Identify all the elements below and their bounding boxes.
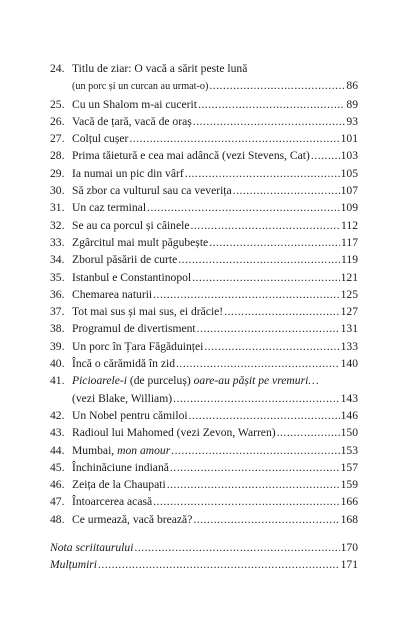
toc-entry-47[interactable] <box>50 493 358 510</box>
entry-title: Colțul cușer <box>72 132 129 146</box>
toc-entry-41[interactable] <box>50 372 358 407</box>
dot-leader <box>176 355 340 372</box>
toc-entry-32[interactable] <box>50 217 358 234</box>
entry-title-plain: (de purceluș) <box>126 374 194 388</box>
toc-entry-26[interactable] <box>50 113 358 130</box>
toc-entry-25[interactable] <box>50 96 358 113</box>
toc-entry-38[interactable] <box>50 320 358 337</box>
entry-page: 166 <box>340 495 358 509</box>
entry-number: 31. <box>50 201 65 215</box>
toc-entry-27[interactable] <box>50 130 358 147</box>
toc-entry-43[interactable] <box>50 424 358 441</box>
entry-title: Radioul lui Mahomed (vezi Zevon, Warren) <box>72 426 276 440</box>
entry-page: 157 <box>340 460 358 474</box>
entry-number: 38. <box>50 322 65 336</box>
entry-title <box>72 372 319 389</box>
entry-title-italic: Picioarele-i <box>72 374 127 388</box>
toc-entry-30[interactable] <box>50 182 358 199</box>
dot-leader <box>134 539 339 556</box>
entry-page: 146 <box>340 408 358 422</box>
entry-title: Se au ca porcul și câinele <box>72 218 190 232</box>
toc-entry-nota[interactable] <box>50 539 358 556</box>
dot-leader <box>185 165 340 182</box>
entry-number: 34. <box>50 253 65 267</box>
entry-title: Cu un Shalom m-ai cucerit <box>72 97 197 111</box>
entry-page: 168 <box>340 512 358 526</box>
entry-page: 171 <box>340 558 358 572</box>
entry-page: 153 <box>340 443 358 457</box>
dot-leader <box>167 476 340 493</box>
dot-leader <box>129 130 339 147</box>
entry-page: 93 <box>346 114 358 128</box>
toc-entry-39[interactable] <box>50 338 358 355</box>
entry-title: Zgârcitul mai mult păgubește <box>72 235 209 249</box>
dot-leader <box>170 459 340 476</box>
entry-number: 27. <box>50 132 65 146</box>
entry-title: Un Nobel pentru cămiloi <box>72 408 188 422</box>
entry-number: 37. <box>50 305 65 319</box>
entry-page: 170 <box>340 541 358 555</box>
entry-number: 48. <box>50 512 65 526</box>
dot-leader <box>192 269 339 286</box>
dot-leader <box>204 338 339 355</box>
entry-title: Zeița de la Chaupati <box>72 478 166 492</box>
entry-title: Titlu de ziar: O vacă a sărit peste lună <box>72 62 248 75</box>
entry-title: Ce urmează, vacă brează? <box>72 512 193 526</box>
entry-title: Întoarcerea acasă <box>72 495 153 509</box>
toc-entry-31[interactable] <box>50 199 358 216</box>
entry-page: 112 <box>341 218 358 232</box>
entry-page: 105 <box>340 166 358 180</box>
entry-page: 89 <box>346 97 358 111</box>
entry-number: 46. <box>50 478 65 492</box>
entry-page: 125 <box>340 287 358 301</box>
entry-title: Un caz terminal <box>72 201 147 215</box>
entry-subtitle: (un porc și un curcan au urmat-o) <box>72 81 209 93</box>
entry-title-italic-2: oare-au pășit pe vremuri… <box>193 374 319 388</box>
toc-entry-40[interactable] <box>50 355 358 372</box>
dot-leader <box>193 511 339 528</box>
entry-title: Chemarea naturii <box>72 287 153 301</box>
entry-number: 39. <box>50 339 65 353</box>
toc-entry-46[interactable] <box>50 476 358 493</box>
dot-leader <box>98 556 340 573</box>
dot-leader <box>198 96 345 113</box>
entry-page: 150 <box>340 426 358 440</box>
entry-page: 133 <box>340 339 358 353</box>
dot-leader <box>147 199 340 216</box>
entry-title-plain: Mumbai, <box>72 443 118 457</box>
table-of-contents <box>50 60 358 574</box>
toc-entry-37[interactable] <box>50 303 358 320</box>
dot-leader <box>209 77 345 94</box>
entry-number: 36. <box>50 287 65 301</box>
entry-number: 43. <box>50 426 65 440</box>
entry-subtitle: (vezi Blake, William) <box>72 391 173 405</box>
entry-number: 47. <box>50 495 65 509</box>
dot-leader <box>197 320 340 337</box>
entry-page: 143 <box>340 391 358 405</box>
entry-title: Ia numai un pic din vârf <box>72 166 184 180</box>
entry-page: 131 <box>340 322 358 336</box>
toc-entry-44[interactable] <box>50 442 358 459</box>
entry-page: 127 <box>340 305 358 319</box>
entry-title: Închinăciune indiană <box>72 460 169 474</box>
entry-title: Un porc în Țara Făgăduinței <box>72 339 204 353</box>
entry-number: 29. <box>50 166 65 180</box>
entry-number: 32. <box>50 218 65 232</box>
entry-number: 28. <box>50 149 65 163</box>
dot-leader <box>153 286 339 303</box>
entry-title: Zborul păsării de curte <box>72 253 178 267</box>
entry-number: 35. <box>50 270 65 284</box>
toc-entry-45[interactable] <box>50 459 358 476</box>
entry-page: 103 <box>340 149 358 163</box>
dot-leader <box>153 493 339 510</box>
toc-entry-34[interactable] <box>50 251 358 268</box>
entry-number: 40. <box>50 357 65 371</box>
entry-page: 121 <box>340 270 358 284</box>
toc-entry-35[interactable] <box>50 269 358 286</box>
toc-entry-42[interactable] <box>50 407 358 424</box>
entry-title: Vacă de țară, vacă de oraș <box>72 114 192 128</box>
toc-entry-24[interactable] <box>50 60 358 96</box>
entry-title: Mulțumiri <box>50 558 98 572</box>
dot-leader <box>178 251 340 268</box>
entry-number: 42. <box>50 408 65 422</box>
dot-leader <box>191 217 341 234</box>
dot-leader <box>189 407 340 424</box>
entry-number: 24. <box>50 62 65 75</box>
dot-leader <box>173 390 340 407</box>
entry-page: 140 <box>340 357 358 371</box>
entry-page: 117 <box>341 235 358 249</box>
toc-entry-48[interactable] <box>50 511 358 528</box>
entry-page: 119 <box>341 253 358 267</box>
entry-title: Prima tăietură e cea mai adâncă (vezi Stevens, Cat) <box>72 149 310 163</box>
entry-page: 86 <box>346 79 358 93</box>
dot-leader <box>193 113 346 130</box>
entry-title: Să zbor ca vulturul sau ca veverița <box>72 184 232 198</box>
toc-entry-33[interactable] <box>50 234 358 251</box>
dot-leader <box>311 147 340 164</box>
toc-entry-28[interactable] <box>50 147 358 164</box>
entry-title: Istanbul e Constantinopol <box>72 270 192 284</box>
entry-title: Tot mai sus și mai sus, ei drăcie! <box>72 305 224 319</box>
section-spacer <box>50 528 358 539</box>
entry-page: 101 <box>340 132 358 146</box>
dot-leader <box>209 234 340 251</box>
entry-title <box>72 442 170 459</box>
entry-title: Nota scriitaurului <box>50 541 134 555</box>
entry-page: 107 <box>340 184 358 198</box>
toc-entry-36[interactable] <box>50 286 358 303</box>
entry-number: 30. <box>50 184 65 198</box>
toc-entry-29[interactable] <box>50 165 358 182</box>
entry-number: 45. <box>50 460 65 474</box>
entry-number: 26. <box>50 114 65 128</box>
entry-number: 33. <box>50 235 65 249</box>
dot-leader <box>171 442 339 459</box>
entry-number: 41. <box>50 374 65 388</box>
entry-title: Încă o cărămidă în zid <box>72 357 176 371</box>
entry-page: 159 <box>340 478 358 492</box>
dot-leader <box>224 303 339 320</box>
entry-page: 109 <box>340 201 358 215</box>
dot-leader <box>233 182 340 199</box>
entry-title: Programul de divertisment <box>72 322 196 336</box>
entry-number: 25. <box>50 97 65 111</box>
dot-leader <box>277 424 340 441</box>
toc-entry-multumiri[interactable] <box>50 556 358 573</box>
entry-number: 44. <box>50 443 65 457</box>
entry-title-italic: mon amour <box>117 443 171 457</box>
